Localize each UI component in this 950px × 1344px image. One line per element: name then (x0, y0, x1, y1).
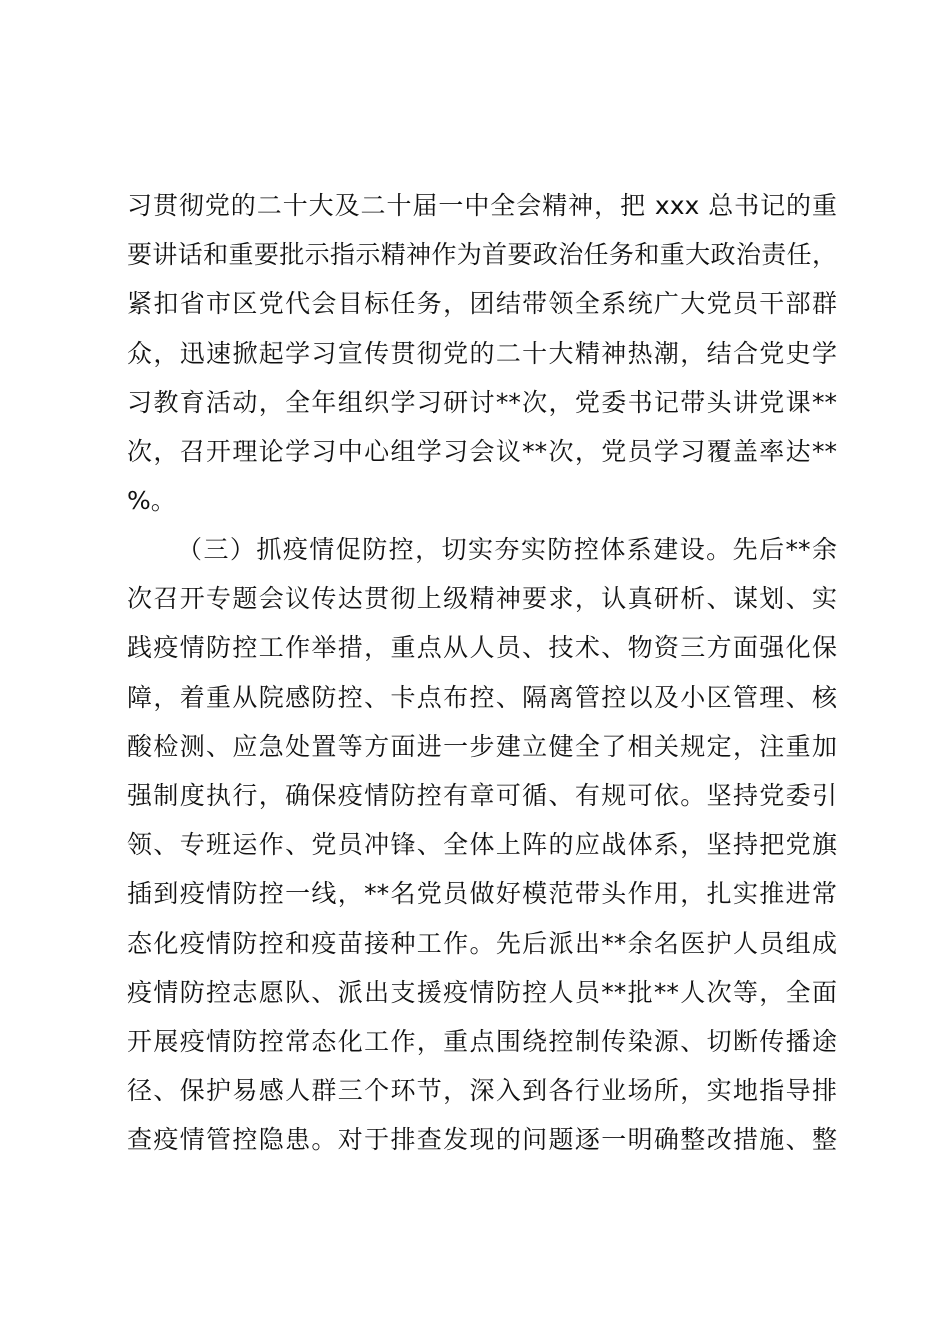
text-line: 要讲话和重要批示指示精神作为首要政治任务和重大政治责任， (127, 240, 837, 270)
text-line: 领、专班运作、党员冲锋、全体上阵的应战体系，坚持把党旗 (127, 830, 837, 860)
text-line: 插到疫情防控一线，**名党员做好模范带头作用，扎实推进常 (127, 879, 837, 909)
text-line: 践疫情防控工作举措，重点从人员、技术、物资三方面强化保 (127, 633, 837, 663)
text-line: 紧扣省市区党代会目标任务，团结带领全系统广大党员干部群 (127, 289, 837, 319)
paragraph-study-summary (127, 181, 837, 525)
paragraph-epidemic-control (127, 525, 837, 1164)
text-line: 次召开专题会议传达贯彻上级精神要求，认真研析、谋划、实 (127, 584, 837, 614)
text-line: 查疫情管控隐患。对于排查发现的问题逐一明确整改措施、整 (127, 1125, 837, 1155)
text-line: 态化疫情防控和疫苗接种工作。先后派出**余名医护人员组成 (127, 928, 837, 958)
text-line: 次，召开理论学习中心组学习会议**次，党员学习覆盖率达** (127, 436, 837, 466)
text-line: %。 (127, 486, 176, 516)
text-line: 径、保护易感人群三个环节，深入到各行业场所，实地指导排 (127, 1076, 837, 1106)
text-line: 众，迅速掀起学习宣传贯彻党的二十大精神热潮，结合党史学 (127, 338, 837, 368)
text-line: 习贯彻党的二十大及二十届一中全会精神，把 xxx 总书记的重 (127, 191, 837, 220)
text-line: 开展疫情防控常态化工作，重点围绕控制传染源、切断传播途 (127, 1026, 837, 1056)
text-line: 习教育活动，全年组织学习研讨**次，党委书记带头讲党课** (127, 387, 837, 417)
text-line: 障，着重从院感防控、卡点布控、隔离管控以及小区管理、核 (127, 682, 837, 712)
text-line: 疫情防控志愿队、派出支援疫情防控人员**批**人次等，全面 (127, 977, 837, 1007)
text-line-indented: （三）抓疫情促防控，切实夯实防控体系建设。先后**余 (177, 535, 837, 564)
text-line: 酸检测、应急处置等方面进一步建立健全了相关规定，注重加 (127, 731, 837, 761)
text-line: 强制度执行，确保疫情防控有章可循、有规可依。坚持党委引 (127, 780, 837, 810)
